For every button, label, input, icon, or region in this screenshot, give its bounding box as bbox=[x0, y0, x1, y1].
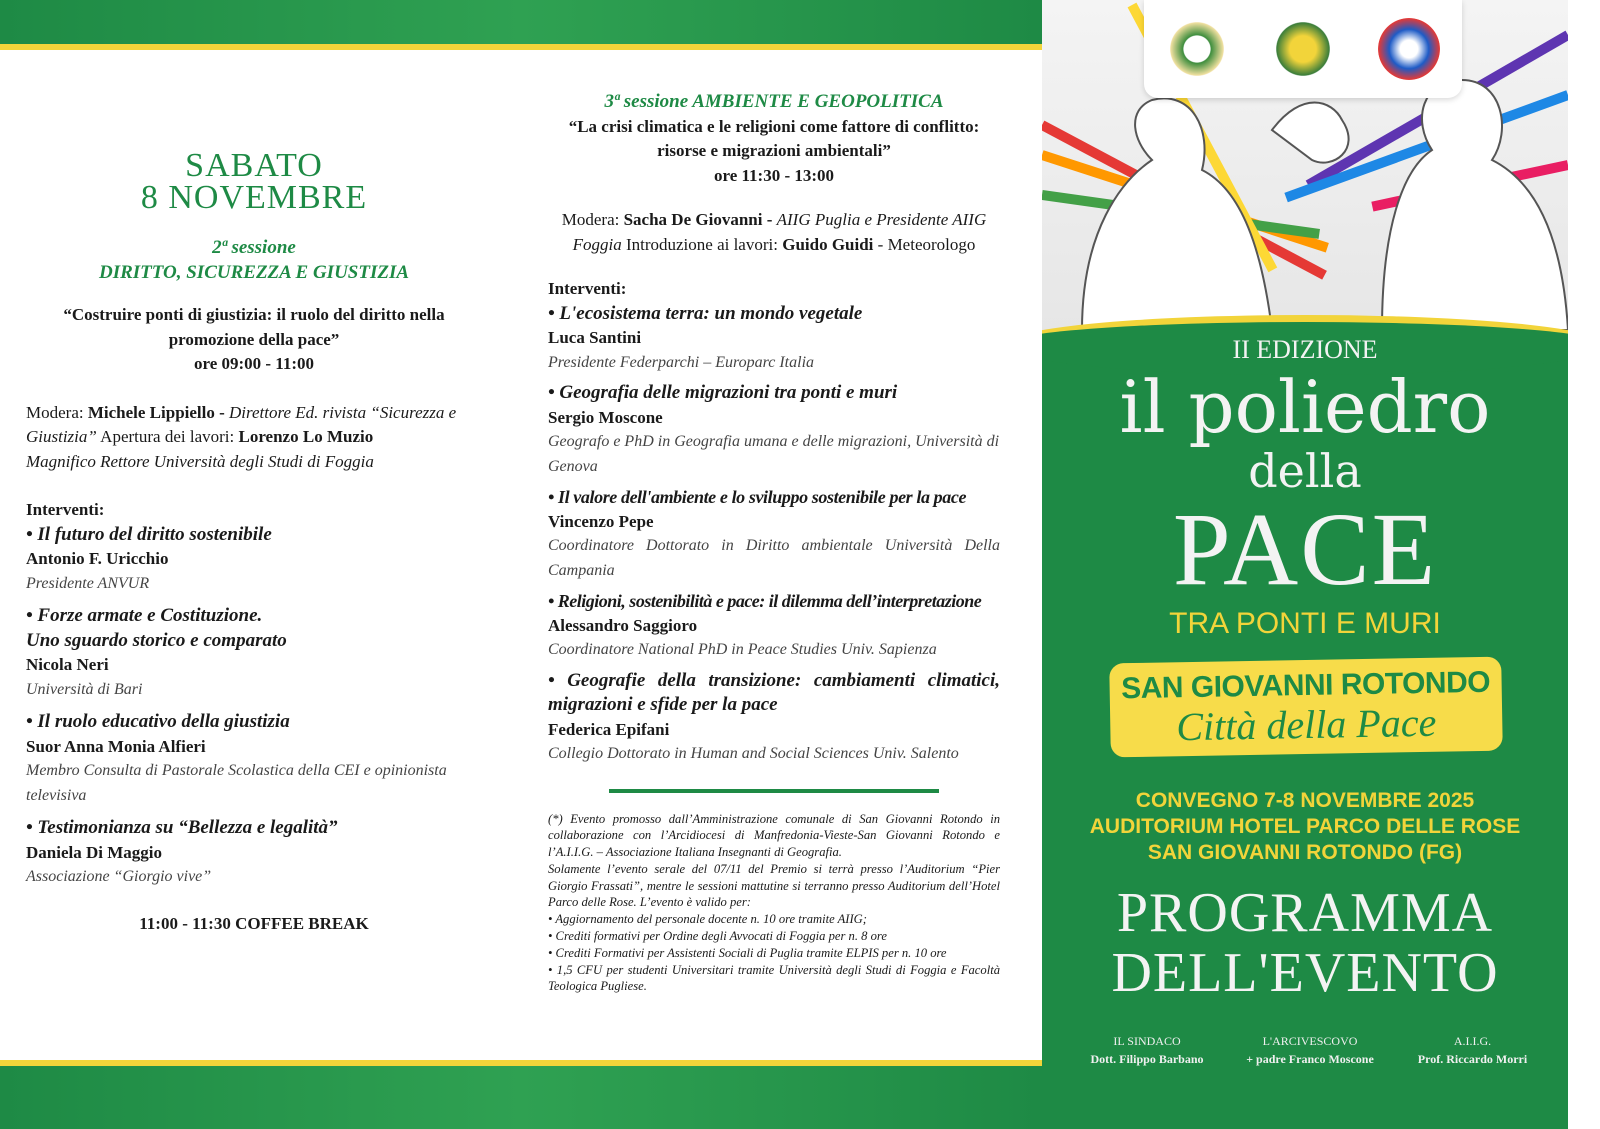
session-title: 3ª sessione AMBIENTE E GEOPOLITICA bbox=[604, 91, 944, 112]
talk: • Il futuro del diritto sostenibile Antonio F. Uricchio Presidente ANVUR bbox=[26, 523, 272, 592]
session-time: ore 09:00 - 11:00 bbox=[193, 354, 315, 373]
moderator: Modera: Michele Lippiello - Direttore Ed. rivista “Sicurezza e Giustizia” Apertura dei lavori: Lorenzo Lo Muzio Magnifico Rettore Università degli Studi di Foggia bbox=[26, 402, 457, 471]
talk: • Il valore dell'ambiente e lo sviluppo sostenibile per la pace Vincenzo Pepe Coordinatore Dottorato in Diritto ambientale Università Della Campania bbox=[548, 487, 1000, 579]
signature-archbishop: L'ARCIVESCOVO + padre Franco Moscone bbox=[1246, 1034, 1374, 1066]
top-green-band bbox=[0, 0, 1042, 50]
talk: • Religioni, sostenibilità e pace: il dilemma dell’interpretazione Alessandro Saggioro Coordinatore National PhD in Peace Studies Univ. Sapienza bbox=[548, 591, 982, 658]
talk: • Geografia delle migrazioni tra ponti e muri Sergio Moscone Geografo e PhD in Geografia umana e delle migrazioni, Università di Genova bbox=[548, 382, 1000, 475]
talk: • Forze armate e Costituzione. Uno sguardo storico e comparato Nicola Neri Università di Bari bbox=[26, 605, 287, 698]
talk: • Testimonianza su “Bellezza e legalità” Daniela Di Maggio Associazione “Giorgio vive” bbox=[26, 817, 338, 885]
title-line1: il poliedro bbox=[1119, 365, 1491, 449]
left-column bbox=[26, 147, 482, 936]
day-heading: SABATO bbox=[185, 147, 323, 184]
session-title: DIRITTO, SICUREZZA E GIUSTIZIA bbox=[98, 261, 410, 283]
moderator: Modera: Sacha De Giovanni - AIIG Puglia e Presidente AIIG Foggia Introduzione ai lavori: Guido Guidi - Meteorologo bbox=[561, 210, 987, 254]
edition: II EDIZIONE bbox=[1232, 335, 1378, 364]
program-line1: PROGRAMMA bbox=[1116, 882, 1494, 944]
event-info: CONVEGNO 7-8 NOVEMBRE 2025 AUDITORIUM HOTEL PARCO DELLE ROSE SAN GIOVANNI ROTONDO (FG) bbox=[1089, 789, 1521, 864]
session-quote: “La crisi climatica e le religioni come fattore di conflitto: risorse e migrazioni ambientali” bbox=[568, 116, 980, 160]
date-heading: 8 NOVEMBRE bbox=[140, 179, 368, 216]
subtitle: TRA PONTI E MURI bbox=[1169, 607, 1441, 640]
cover-panel bbox=[1042, 0, 1568, 1129]
coffee-break: 11:00 - 11:30 COFFEE BREAK bbox=[139, 913, 369, 933]
title-line3: PACE bbox=[1172, 492, 1438, 607]
talk: • Il ruolo educativo della giustizia Suor Anna Monia Alfieri Membro Consulta di Pastorale Scolastica della CEI e opinionista televisiva bbox=[26, 711, 447, 804]
talk: • L'ecosistema terra: un mondo vegetale Luca Santini Presidente Federparchi – Europarc Italia bbox=[548, 302, 863, 371]
archdiocese-crest-logo bbox=[1272, 18, 1334, 80]
session-time: ore 11:30 - 13:00 bbox=[713, 165, 835, 185]
title-line2: della bbox=[1248, 444, 1362, 498]
interventi-label: Interventi: bbox=[548, 279, 627, 298]
city-crest-logo bbox=[1166, 18, 1228, 80]
program-line2: DELL'EVENTO bbox=[1111, 942, 1499, 1004]
logos-bar bbox=[1144, 0, 1462, 98]
interventi-label: Interventi: bbox=[26, 500, 105, 519]
bottom-green-band bbox=[0, 1060, 1042, 1129]
footnote: (*) Evento promosso dall’Amministrazione comunale di San Giovanni Rotondo in collaborazione con l’Arcidiocesi di Manfredonia-Vieste-San Giovanni Rotondo e l’A.I.I.G. – Associazione Italiana Insegnanti di Geografia. Solamente l’evento serale del 07/11 del Premio si terrà presso l’Auditorium “Pier Giorgio Frassati”, mentre le sessioni mattutine si terranno presso Auditorium dell’Hotel Parco delle Rose. L’evento è valido per: • Aggiornamento del personale docente n. 10 ore tramite AIIG; • Crediti formativi per Ordine degli Avvocati di Foggia per n. 8 ore • Crediti Formativi per Assistenti Sociali di Puglia tramite ELPIS per n. 10 ore • 1,5 CFU per studenti Universitari tramite Università degli Studi di Foggia e Facoltà Teologica Pugliese. bbox=[548, 811, 1000, 994]
session-number: 2ª sessione bbox=[212, 237, 296, 258]
middle-column bbox=[548, 90, 1000, 995]
signature-mayor: IL SINDACO Dott. Filippo Barbano bbox=[1090, 1034, 1204, 1066]
signature-aiig: A.I.I.G. Prof. Riccardo Morri bbox=[1417, 1034, 1528, 1066]
aiig-logo bbox=[1378, 18, 1440, 80]
divider bbox=[609, 789, 939, 793]
city-box: SAN GIOVANNI ROTONDO Città della Pace bbox=[1109, 657, 1503, 758]
session-quote: “Costruire ponti di giustizia: il ruolo del diritto nella promozione della pace” bbox=[63, 305, 445, 349]
talk: • Geografie della transizione: cambiamenti climatici, migrazioni e sfide per la pace Federica Epifani Collegio Dottorato in Human and Social Sciences Univ. Salento bbox=[548, 669, 1000, 762]
